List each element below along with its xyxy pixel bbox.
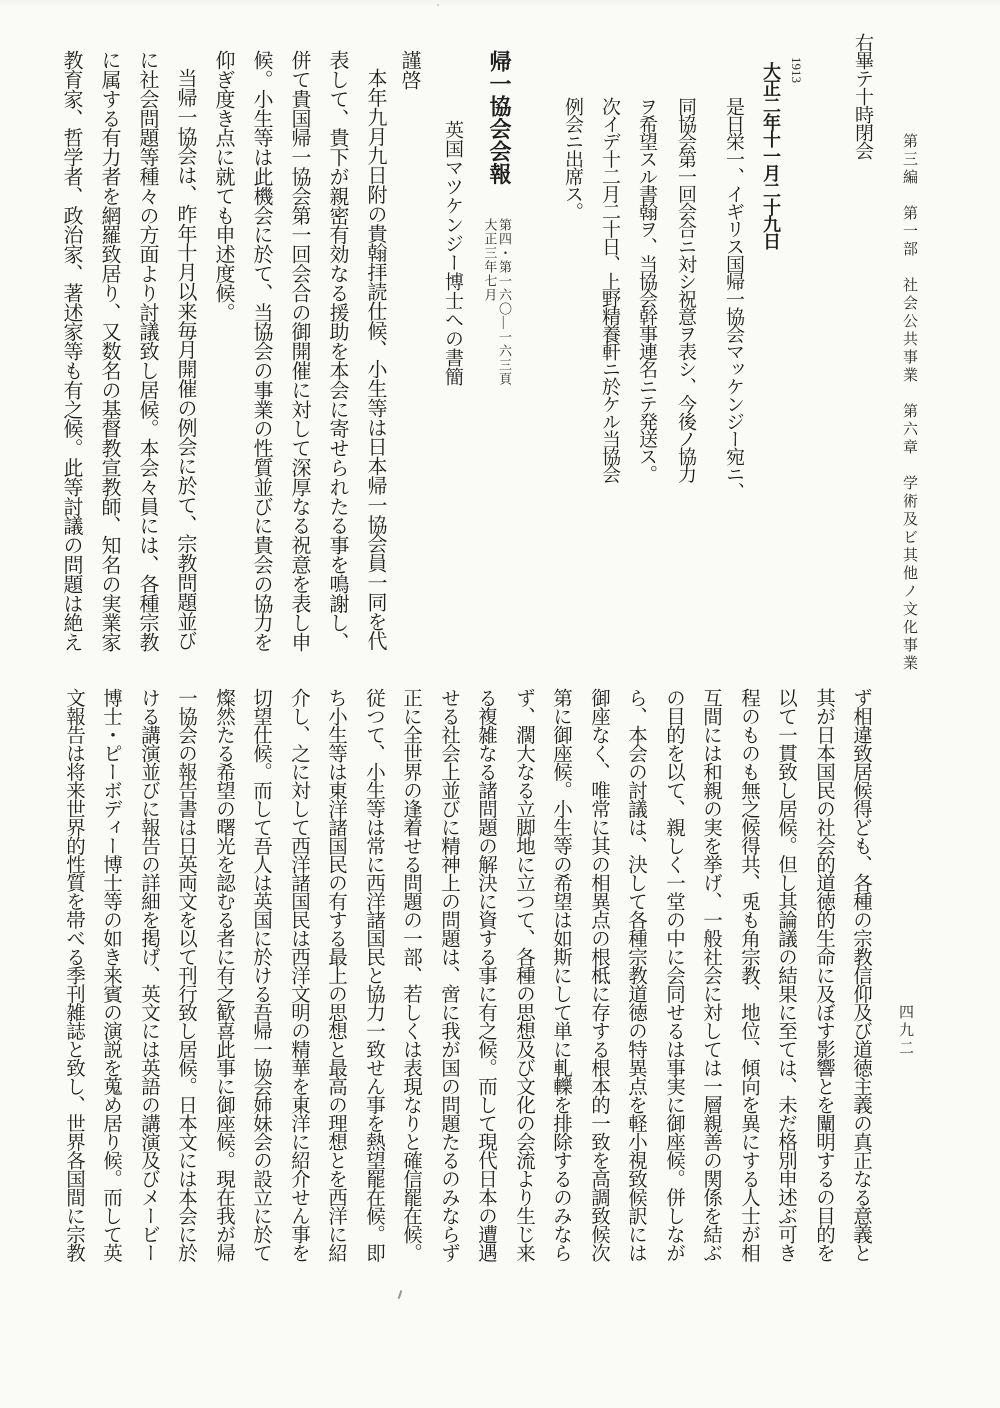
source-citation-date: 大正三年七月	[482, 218, 498, 302]
letter-column: 候。小生等は此機会に於て、当協会の事業の性質並びに貴会の協力を	[250, 50, 272, 652]
source-citation	[483, 218, 511, 386]
letter-column: 以て一貫致し居候。但し其論議の結果に至ては、未だ格別申述ぶ可き	[775, 688, 796, 1262]
letter-column: 併て貴国帰一協会第一回会合の御開催に対して深厚なる祝意を表し申	[288, 50, 310, 652]
letter-column: 従つて、小生等は常に西洋諸国民と協力一致せん事を熱望罷在候。即	[363, 688, 384, 1262]
diary-entry-line: 同協会第一回会合ニ対シ祝意ヲ表シ、今後ノ協力	[675, 97, 696, 482]
letter-column: 表して、貴下が親密有効なる援助を本会に寄せられたる事を鳴謝し、	[326, 50, 348, 652]
letter-column: せる社会上並びに精神上の問題は、啻に我が国の問題たるのみならず	[438, 688, 459, 1262]
letter-title: 英国マツケンジー博士への書簡	[442, 120, 463, 386]
letter-column: る複雑なる諸問題の解決に資する事に有之候。而して現代日本の遭遇	[475, 688, 496, 1262]
letter-column: ず相違致居候得ども、各種の宗教信仰及び道徳主義の真正なる意義と	[850, 688, 871, 1262]
letter-column: 当帰一協会は、昨年十月以来毎月開催の例会に於て、宗教問題並び	[174, 68, 196, 651]
letter-salutation: 謹啓	[398, 50, 420, 90]
page-number: 四九二	[897, 1004, 913, 1058]
source-citation-pages: 第四・第一六〇—一六三頁	[497, 218, 512, 386]
letter-column: 教育家、哲学者、政治家、著述家等も有之候。此等討議の問題は絶え	[60, 50, 82, 652]
letter-column: 第に御座候。小生等の希望は如斯にして単に軋轢を排除するのみなら	[550, 688, 571, 1262]
letter-column: 程のものも無之候得共、兎も角宗教、地位、傾向を異にする人士が相	[738, 688, 759, 1262]
letter-column: ち小生等は東洋諸国民の有する最上の思想と最高の理想とを西洋に紹	[325, 688, 346, 1262]
letter-column: 介し、之に対して西洋諸国民は西洋文明の精華を東洋に紹介せん事を	[288, 688, 309, 1262]
diary-closing-note: 右畢テ十時閉会	[852, 33, 873, 159]
letter-column: 一協会の報告書は日英両文を以て刊行致し居候。日本文には本会に於	[175, 688, 196, 1262]
scan-artifact	[398, 1290, 402, 1299]
running-header: 第三編 第一部 社会公共事業 第六章 学術及ビ其他ノ文化事業	[901, 133, 917, 673]
letter-column: の目的を以て、親しく一堂の中に会同せるは事実に御座候。併しなが	[663, 688, 684, 1262]
letter-column: ら、本会の討議は、決して各種宗教道徳の特異点を軽小視致候訳には	[625, 688, 646, 1262]
letter-column: 本年九月九日附の貴翰拝読仕候、小生等は日本帰一協会員一同を代	[364, 68, 386, 651]
letter-column: 文報告は将来世界的性質を帯べる季刊雑誌と致し、世界各国間に宗教	[63, 688, 84, 1262]
letter-column: に社会問題等種々の方面より討議致し居候。本会々員には、各種宗教	[136, 50, 158, 652]
letter-column: 正に全世界の逢着せる問題の一部、若しくは表現なりと確信罷在候。	[400, 688, 421, 1262]
letter-column: 燦然たる希望の曙光を認むる者に有之歓喜此事に御座候。現在我が帰	[213, 688, 234, 1262]
diary-entry-line: 例会ニ出席ス。	[562, 97, 583, 220]
letter-column: 互間には和親の実を挙げ、一般社会に対しては一層親善の関係を結ぶ	[700, 688, 721, 1262]
diary-entry-line: 次イデ十二月二十日、上野精養軒ニ於ケル当協会	[599, 97, 620, 482]
diary-date-heading: 大正二年十一月二十九日	[761, 62, 781, 249]
letter-column: ず、濶大なる立脚地に立つて、各種の思想及び文化の会流より生じ来	[513, 688, 534, 1262]
letter-column: 博士・ピーボディー博士等の如き来賓の演説を蒐め居り候。而して英	[100, 688, 121, 1262]
letter-column: ける講演並びに報告の詳細を掲げ、英文には英語の講演及びメービー	[138, 688, 159, 1262]
diary-entry-line: ヲ希望スル書翰ヲ、当協会幹事連名ニテ発送ス。	[636, 97, 657, 482]
letter-column: 御座なく、唯常に其の相異点の根柢に存する根本的一致を高調致候次	[588, 688, 609, 1262]
diary-entry-line: 是日栄一、イギリス国帰一協会マッケンジー宛ニ、	[723, 97, 744, 500]
letter-column: 仰ぎ度き点に就ても申述度候。	[212, 50, 234, 322]
diary-western-year: 1913	[789, 57, 804, 83]
letter-column: 切望仕候。而して吾人は英国に於ける吾帰一協会姉妹会の設立に於て	[250, 688, 271, 1262]
scan-artifact	[437, 4, 439, 6]
source-title: 帰一協会会報	[487, 50, 512, 185]
letter-column: 其が日本国民の社会的道徳的生命に及ぼす影響とを闡明するの目的を	[813, 688, 834, 1262]
letter-column: に属する有力者を網羅致居り、又数名の基督教宣教師、知名の実業家	[98, 50, 120, 652]
scan-artifact	[916, 560, 918, 562]
